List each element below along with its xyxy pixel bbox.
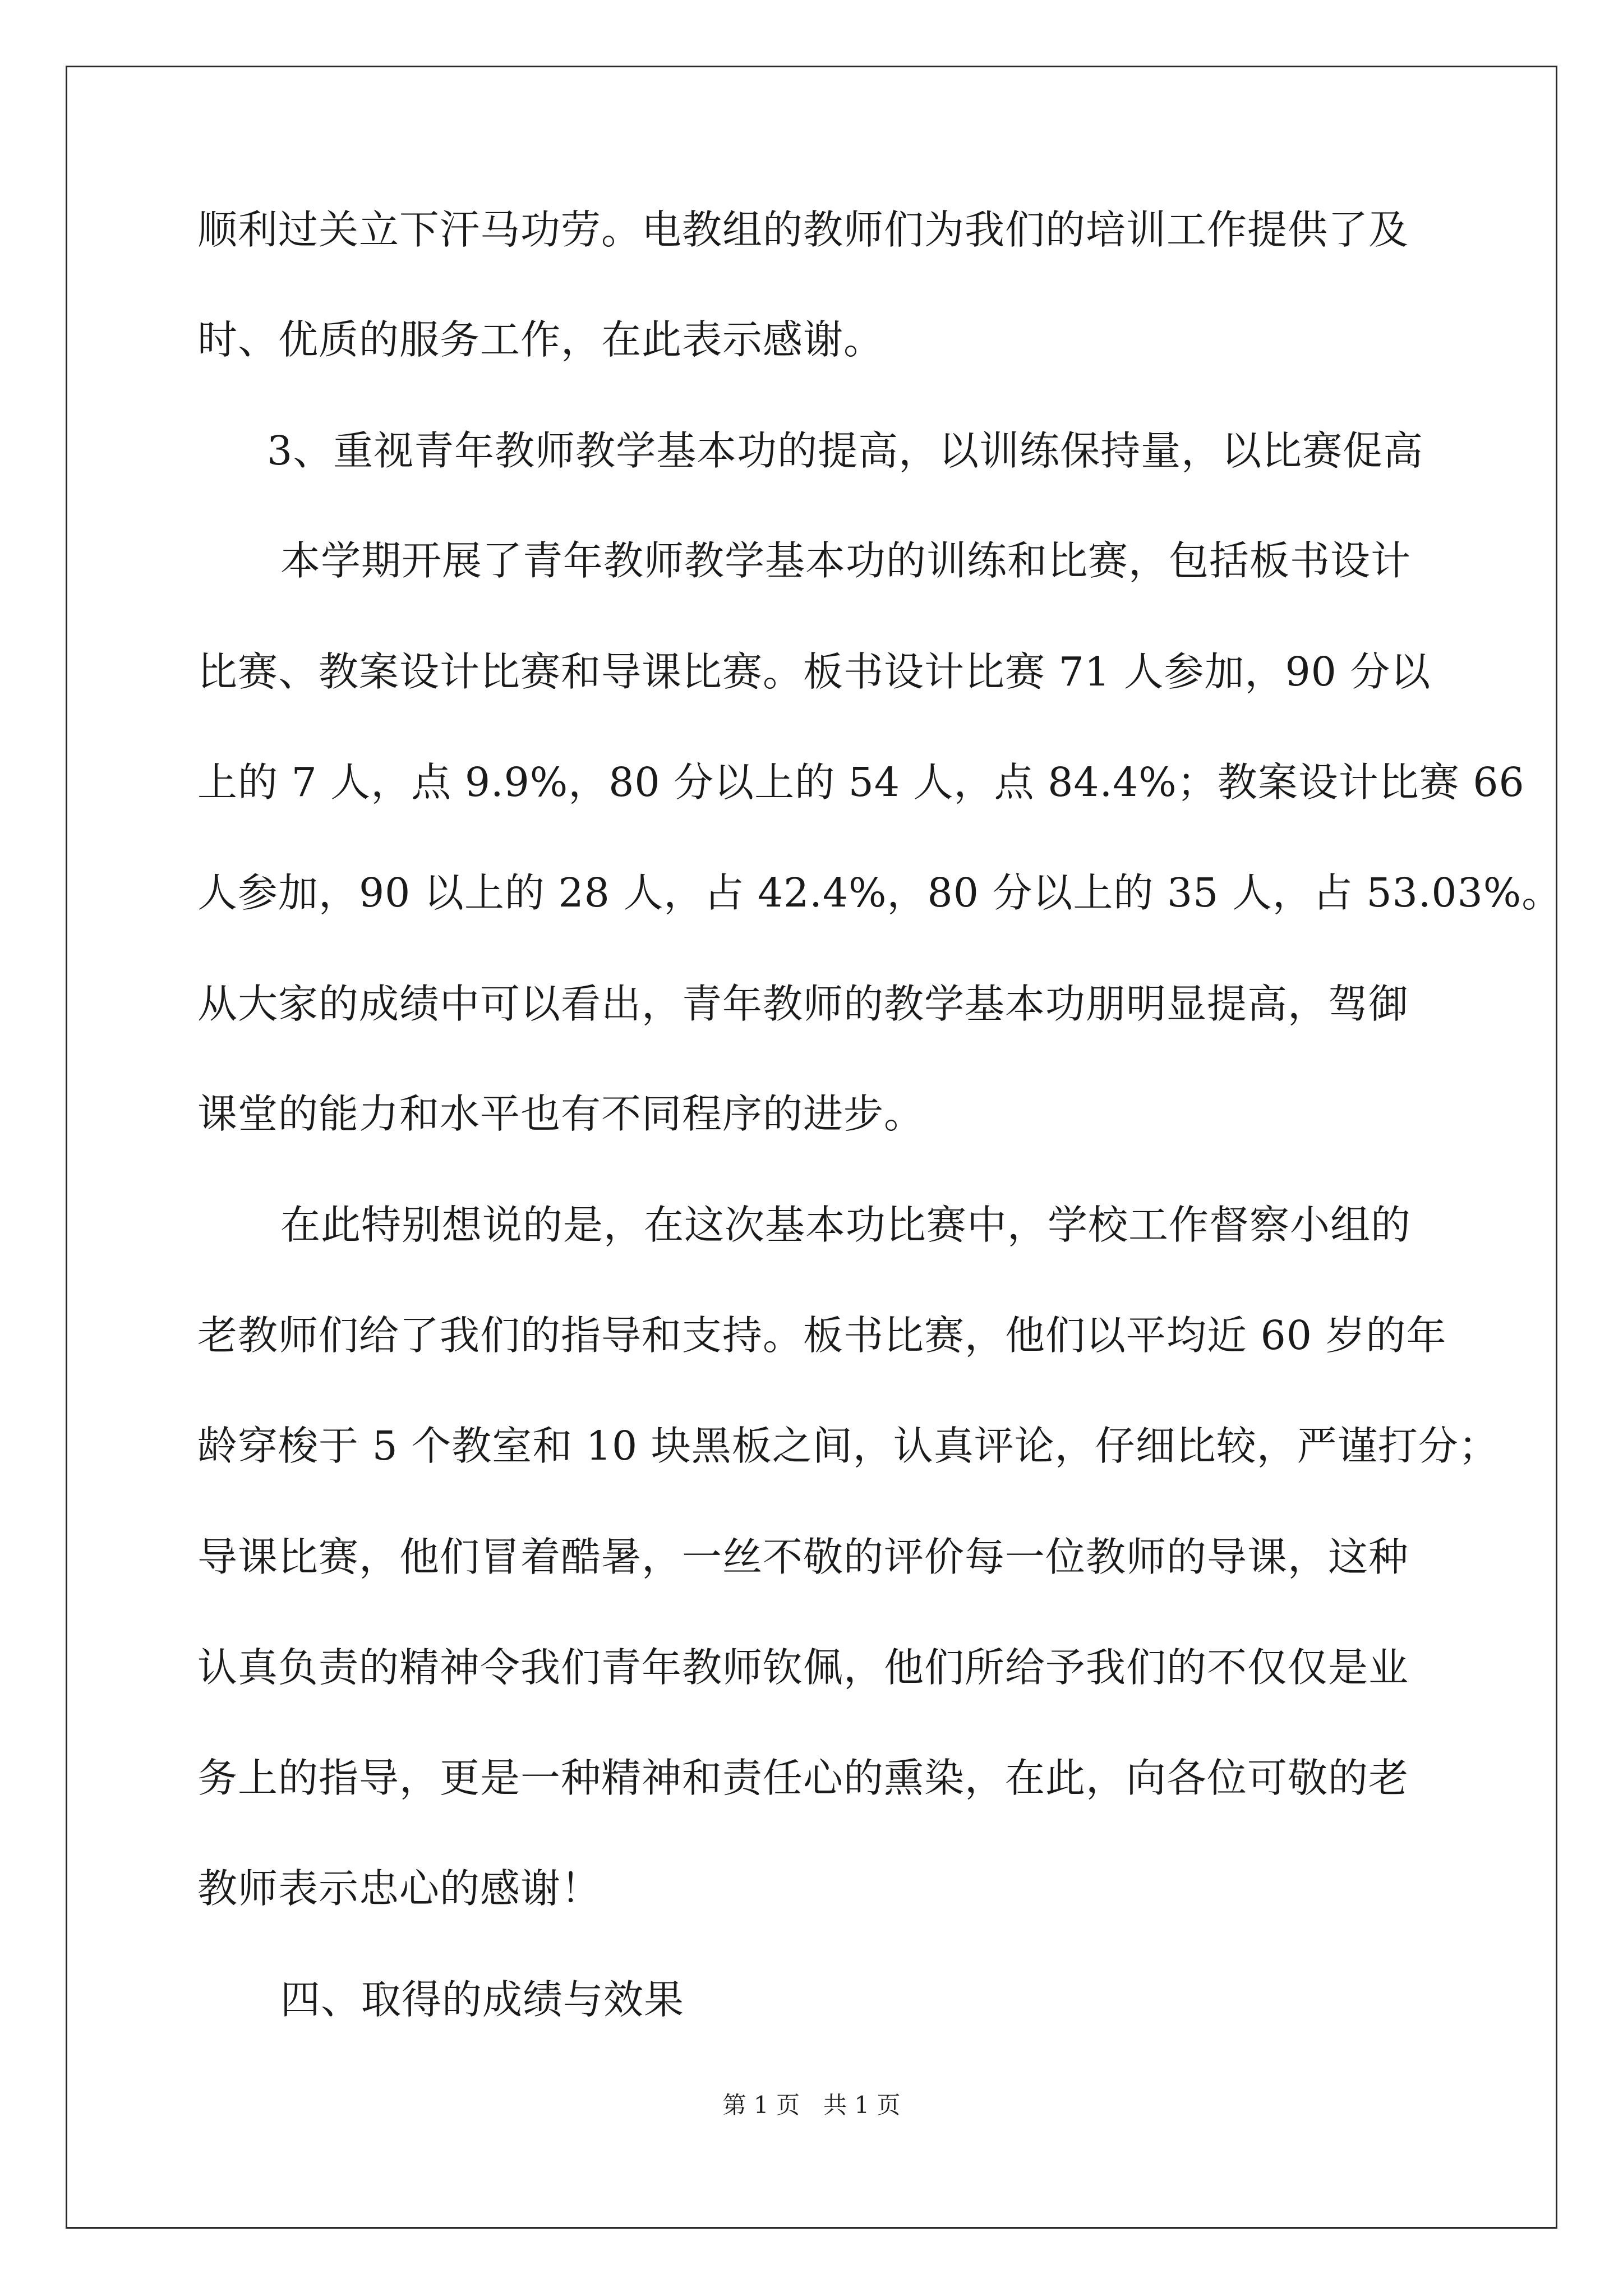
text-line: 从大家的成绩中可以看出，青年教师的教学基本功朋明显提高，驾御 [197,981,1409,1027]
paragraph-start: 在此特别想说的是，在这次基本功比赛中，学校工作督察小组的 [280,1202,1412,1248]
text-line: 老教师们给了我们的指导和支持。板书比赛，他们以平均近 60 岁的年 [197,1312,1447,1359]
text-line: 时、优质的服务工作，在此表示感谢。 [197,316,884,363]
text-line: 导课比赛，他们冒着酷暑，一丝不敬的评价每一位教师的导课，这种 [197,1534,1409,1580]
text-line: 务上的指导，更是一种精神和责任心的熏染，在此，向各位可敬的老 [197,1755,1409,1801]
paragraph-start: 本学期开展了青年教师教学基本功的训练和比赛，包括板书设计 [280,537,1412,584]
text-line: 课堂的能力和水平也有不同程序的进步。 [197,1091,925,1137]
text-line: 上的 7 人，点 9.9%，80 分以上的 54 人，点 84.4%；教案设计比赛 66 [197,759,1525,806]
text-line: 比赛、教案设计比赛和导课比赛。板书设计比赛 71 人参加，90 分以 [197,648,1431,695]
text-line: 顺利过关立下汗马功劳。电教组的教师们为我们的培训工作提供了及 [197,206,1409,253]
text-line: 人参加，90 以上的 28 人，占 42.4%，80 分以上的 35 人，占 53.03%。 [197,869,1562,916]
page-footer: 第 1 页 共 1 页 [722,2091,901,2119]
text-line: 龄穿梭于 5 个教室和 10 块黑板之间，认真评论，仔细比较，严谨打分； [197,1423,1499,1469]
section-heading: 四、取得的成绩与效果 [280,1976,685,2023]
text-line: 认真负责的精神令我们青年教师钦佩，他们所给予我们的不仅仅是业 [197,1644,1409,1691]
text-line: 教师表示忠心的感谢！ [197,1865,602,1912]
section-heading: 3、重视青年教师教学基本功的提高，以训练保持量，以比赛促高 [267,427,1424,474]
